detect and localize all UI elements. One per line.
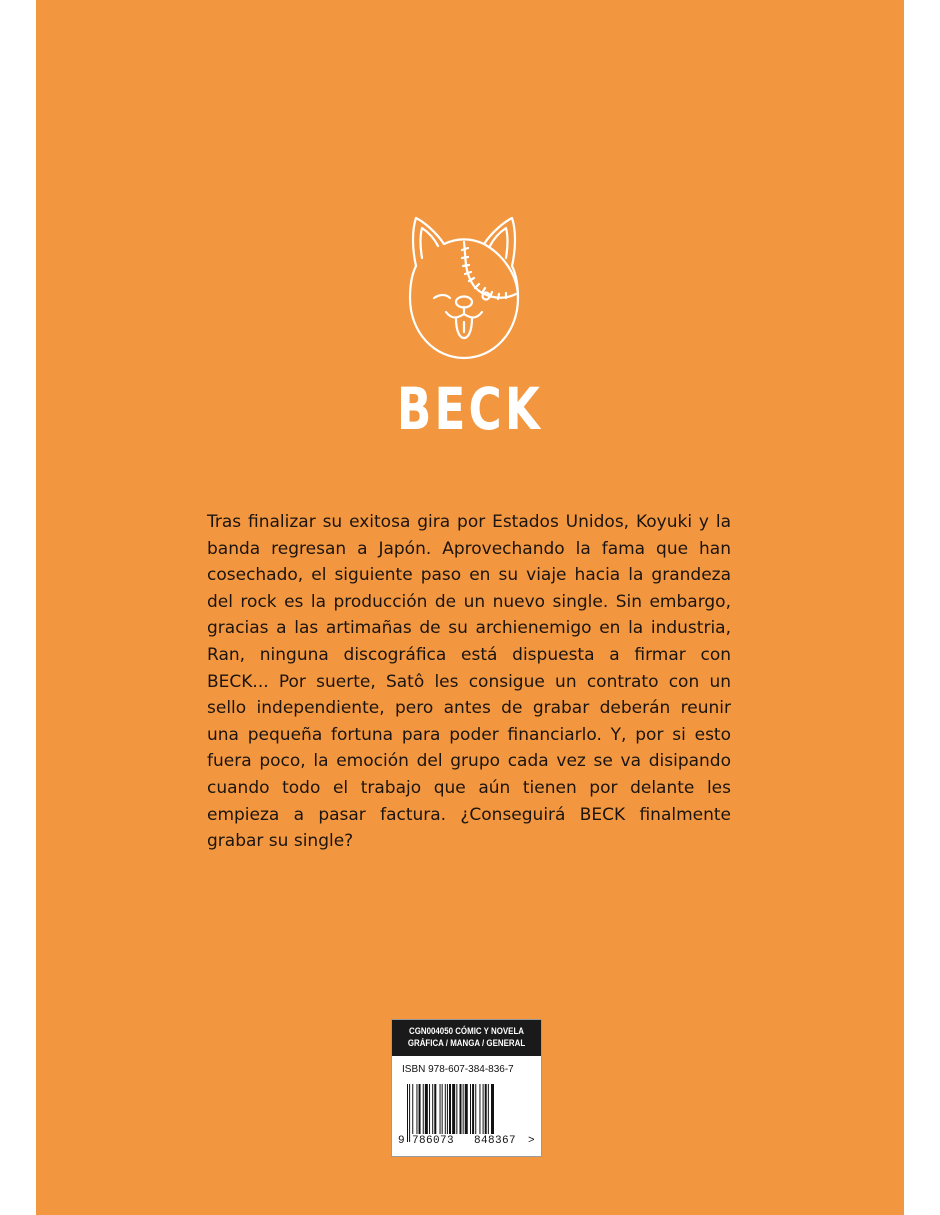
category-line-1: CGN004050 CÓMIC Y NOVELA bbox=[408, 1026, 525, 1036]
barcode-bar bbox=[425, 1084, 428, 1134]
back-cover bbox=[36, 0, 904, 1215]
barcode-bar bbox=[475, 1084, 476, 1134]
barcode-bar bbox=[432, 1084, 433, 1134]
barcode-bar bbox=[447, 1084, 448, 1134]
barcode-bar bbox=[412, 1084, 413, 1134]
barcode-bar bbox=[434, 1084, 436, 1134]
barcode-bar bbox=[465, 1084, 468, 1134]
barcode-bar bbox=[416, 1084, 417, 1134]
isbn-number: ISBN 978-607-384-836-7 bbox=[402, 1064, 514, 1075]
barcode-bar bbox=[429, 1084, 430, 1134]
barcode-bar bbox=[488, 1084, 489, 1134]
barcode-bar bbox=[483, 1084, 484, 1134]
category-line-2: GRÁFICA / MANGA / GENERAL bbox=[407, 1038, 526, 1048]
barcode-bar bbox=[442, 1084, 443, 1134]
barcode-bar bbox=[409, 1084, 410, 1142]
barcode-bar bbox=[407, 1084, 408, 1142]
barcode-bar bbox=[456, 1084, 457, 1134]
barcode-bar bbox=[472, 1084, 474, 1134]
category-band bbox=[392, 1020, 541, 1056]
barcode-arrow: > bbox=[528, 1135, 535, 1147]
title-beck: BECK bbox=[396, 375, 544, 443]
barcode-bar bbox=[460, 1084, 462, 1134]
barcode-bar bbox=[479, 1084, 480, 1134]
barcode-digits-right: 848367 bbox=[474, 1135, 517, 1147]
synopsis-text: Tras finalizar su exitosa gira por Estados Unidos, Koyuki y la banda regresan a Japón. Aprovechando la fama que han cosechado, el siguiente paso en su viaje hacia la grandeza del rock es la producción de un nuevo single. Sin embargo, gracias a las artimañas de su archienemigo en la industria, Ran, ninguna discográfica está dispuesta a firmar con BECK... Por suerte, Satô les consigue un contrato con un sello independiente, pero antes de grabar deberán reunir una pequeña fortuna para poder financiarlo. Y, por si esto fuera poco, la emoción del grupo cada vez se va disipando cuando todo el trabajo que aún tienen por delante les empieza a pasar factura. ¿Conseguirá BECK finalmente grabar su single? bbox=[207, 512, 731, 852]
barcode-bar bbox=[452, 1084, 455, 1134]
barcode-digit-first: 9 bbox=[398, 1135, 405, 1147]
dog-face-icon bbox=[402, 214, 526, 362]
barcode-bar bbox=[419, 1084, 421, 1134]
barcode-bar bbox=[423, 1084, 424, 1134]
barcode-bar bbox=[440, 1084, 441, 1134]
barcode-bar bbox=[485, 1084, 487, 1134]
barcode-bar bbox=[445, 1084, 446, 1134]
barcode-label bbox=[391, 1019, 542, 1157]
barcode-digits-left: 786073 bbox=[412, 1135, 455, 1147]
barcode-bar bbox=[463, 1084, 464, 1134]
barcode-bar bbox=[470, 1084, 471, 1134]
